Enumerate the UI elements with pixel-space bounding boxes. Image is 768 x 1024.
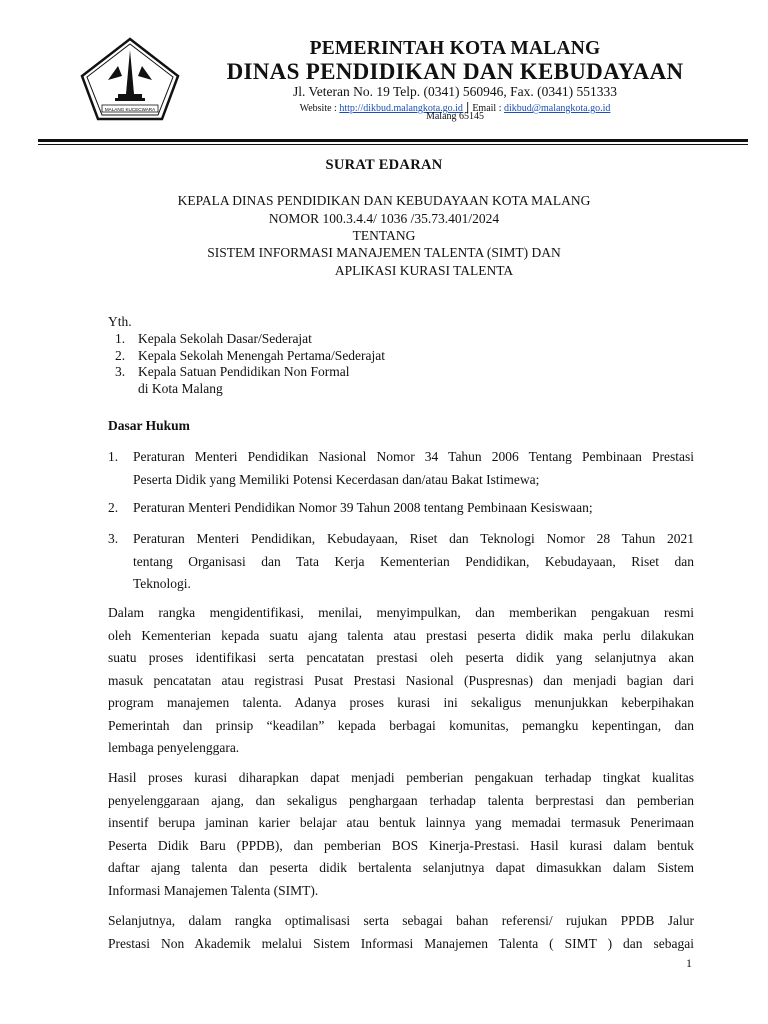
paragraph-line: insentif berupa jaminan karier belajar atau bentuk lainnya yang memadai termasuk Penerimaan bbox=[108, 815, 694, 830]
recipient-number: 2. bbox=[115, 348, 126, 363]
website-label: Website : bbox=[299, 103, 340, 114]
paragraph-line: Pemerintah dan prinsip “keadilan” kepada berbagai komunitas, pemangku kepentingan, dan bbox=[108, 717, 694, 733]
recipient-number: 3. bbox=[115, 364, 126, 379]
website-link[interactable]: http://dikbud.malangkota.go.id bbox=[339, 103, 463, 114]
legal-item bbox=[133, 528, 694, 596]
body-paragraph-1 bbox=[108, 602, 694, 760]
legal-item-number: 2. bbox=[108, 500, 119, 515]
legal-item-number: 3. bbox=[108, 531, 119, 546]
paragraph-line: daftar ajang talenta dan peserta didik bertalenta selanjutnya dapat dimasukkan dalam Sistem bbox=[108, 860, 694, 875]
legal-item-line: Peraturan Menteri Pendidikan Nasional Nomor 34 Tahun 2006 Tentang Pembinaan Prestasi bbox=[133, 449, 694, 464]
letterhead-agency: DINAS PENDIDIKAN DAN KEBUDAYAAN bbox=[226, 59, 684, 84]
paragraph-line: masuk pencatatan atau registrasi Pusat Prestasi Nasional (Puspresnas) dan menjadi bagian dari bbox=[108, 672, 694, 688]
recipient-item: Kepala Satuan Pendidikan Non Formal bbox=[138, 364, 350, 379]
body-paragraph-2 bbox=[108, 767, 694, 902]
paragraph-line: Peserta Didik Baru (PPDB), dan pemberian BOS Kinerja-Prestasi. Hasil kurasi dalam bentuk bbox=[108, 837, 694, 853]
title-line-4: SISTEM INFORMASI MANAJEMEN TALENTA (SIMT) DAN bbox=[207, 245, 561, 260]
paragraph-line: penyelenggaraan ajang, dan sekaligus penghargaan terhadap talenta berprestasi dan pemberian bbox=[108, 792, 694, 808]
paragraph-line: Informasi Manajemen Talenta (SIMT). bbox=[108, 882, 319, 898]
recipient-item: Kepala Sekolah Dasar/Sederajat bbox=[138, 331, 312, 346]
paragraph-line: oleh Kementerian kepada suatu ajang talenta atau prestasi peserta didik maka perlu dilakukan bbox=[108, 627, 694, 643]
legal-item-line: Peraturan Menteri Pendidikan, Kebudayaan, Riset dan Teknologi Nomor 28 Tahun 2021 bbox=[133, 531, 694, 546]
letterhead-rule-thin bbox=[38, 144, 748, 145]
legal-item-line: tentang Organisasi dan Tata Kerja Kementerian Pendidikan, Kebudayaan, Riset dan bbox=[133, 553, 694, 569]
paragraph-line: Hasil proses kurasi diharapkan dapat menjadi pemberian pengakuan terhadap tingkat kualitas bbox=[108, 770, 694, 785]
document-type: SURAT EDARAN bbox=[325, 157, 443, 173]
recipient-item: Kepala Sekolah Menengah Pertama/Sederajat bbox=[138, 348, 386, 363]
title-line-1: KEPALA DINAS PENDIDIKAN DAN KEBUDAYAAN KOTA MALANG bbox=[177, 193, 591, 208]
recipient-location: di Kota Malang bbox=[138, 381, 223, 396]
legal-item-line: Peraturan Menteri Pendidikan Nomor 39 Tahun 2008 tentang Pembinaan Kesiswaan; bbox=[133, 500, 593, 515]
letterhead-address: Jl. Veteran No. 19 Telp. (0341) 560946, Fax. (0341) 551333 bbox=[292, 84, 618, 99]
letterhead-rule-thick bbox=[38, 139, 748, 142]
separator: | bbox=[462, 99, 473, 114]
page-number: 1 bbox=[686, 956, 692, 970]
svg-text:MALANG KUCECWARA: MALANG KUCECWARA bbox=[104, 107, 156, 112]
legal-item bbox=[133, 446, 694, 491]
salutation: Yth. bbox=[108, 314, 132, 329]
title-line-3: TENTANG bbox=[352, 228, 416, 243]
legal-item-line: Teknologi. bbox=[133, 576, 191, 591]
letterhead-city: Malang 65145 bbox=[425, 111, 485, 122]
letterhead-government: PEMERINTAH KOTA MALANG bbox=[309, 38, 601, 59]
malang-city-emblem-logo bbox=[78, 36, 182, 122]
recipient-number: 1. bbox=[115, 331, 126, 346]
paragraph-line: Selanjutnya, dalam rangka optimalisasi serta sebagai bahan referensi/ rujukan PPDB Jalur bbox=[108, 913, 694, 928]
paragraph-line: Prestasi Non Akademik melalui Sistem Informasi Manajemen Talenta ( SIMT ) dan sebagai bbox=[108, 935, 694, 951]
title-line-2: NOMOR 100.3.4.4/ 1036 /35.73.401/2024 bbox=[268, 211, 500, 226]
paragraph-line: Dalam rangka mengidentifikasi, menilai, menyimpulkan, dan memberikan pengakuan resmi bbox=[108, 605, 694, 620]
legal-item-line: Peserta Didik yang Memiliki Potensi Kecerdasan dan/atau Bakat Istimewa; bbox=[133, 471, 540, 487]
legal-item-number: 1. bbox=[108, 449, 119, 464]
body-paragraph-3 bbox=[108, 910, 694, 955]
email-label: Email : bbox=[472, 103, 504, 114]
legal-item bbox=[133, 497, 694, 520]
title-line-5: APLIKASI KURASI TALENTA bbox=[334, 263, 514, 278]
paragraph-line: suatu proses identifikasi serta pencatatan prestasi oleh peserta didik yang selanjutnya akan bbox=[108, 650, 694, 665]
section-heading-dasar-hukum: Dasar Hukum bbox=[108, 418, 190, 433]
paragraph-line: program manajemen talenta. Adanya proses kurasi ini sekaligus menunjukkan keberpihakan bbox=[108, 695, 694, 710]
email-link[interactable]: dikbud@malangkota.go.id bbox=[503, 103, 611, 114]
paragraph-line: lembaga penyelenggara. bbox=[108, 740, 240, 755]
